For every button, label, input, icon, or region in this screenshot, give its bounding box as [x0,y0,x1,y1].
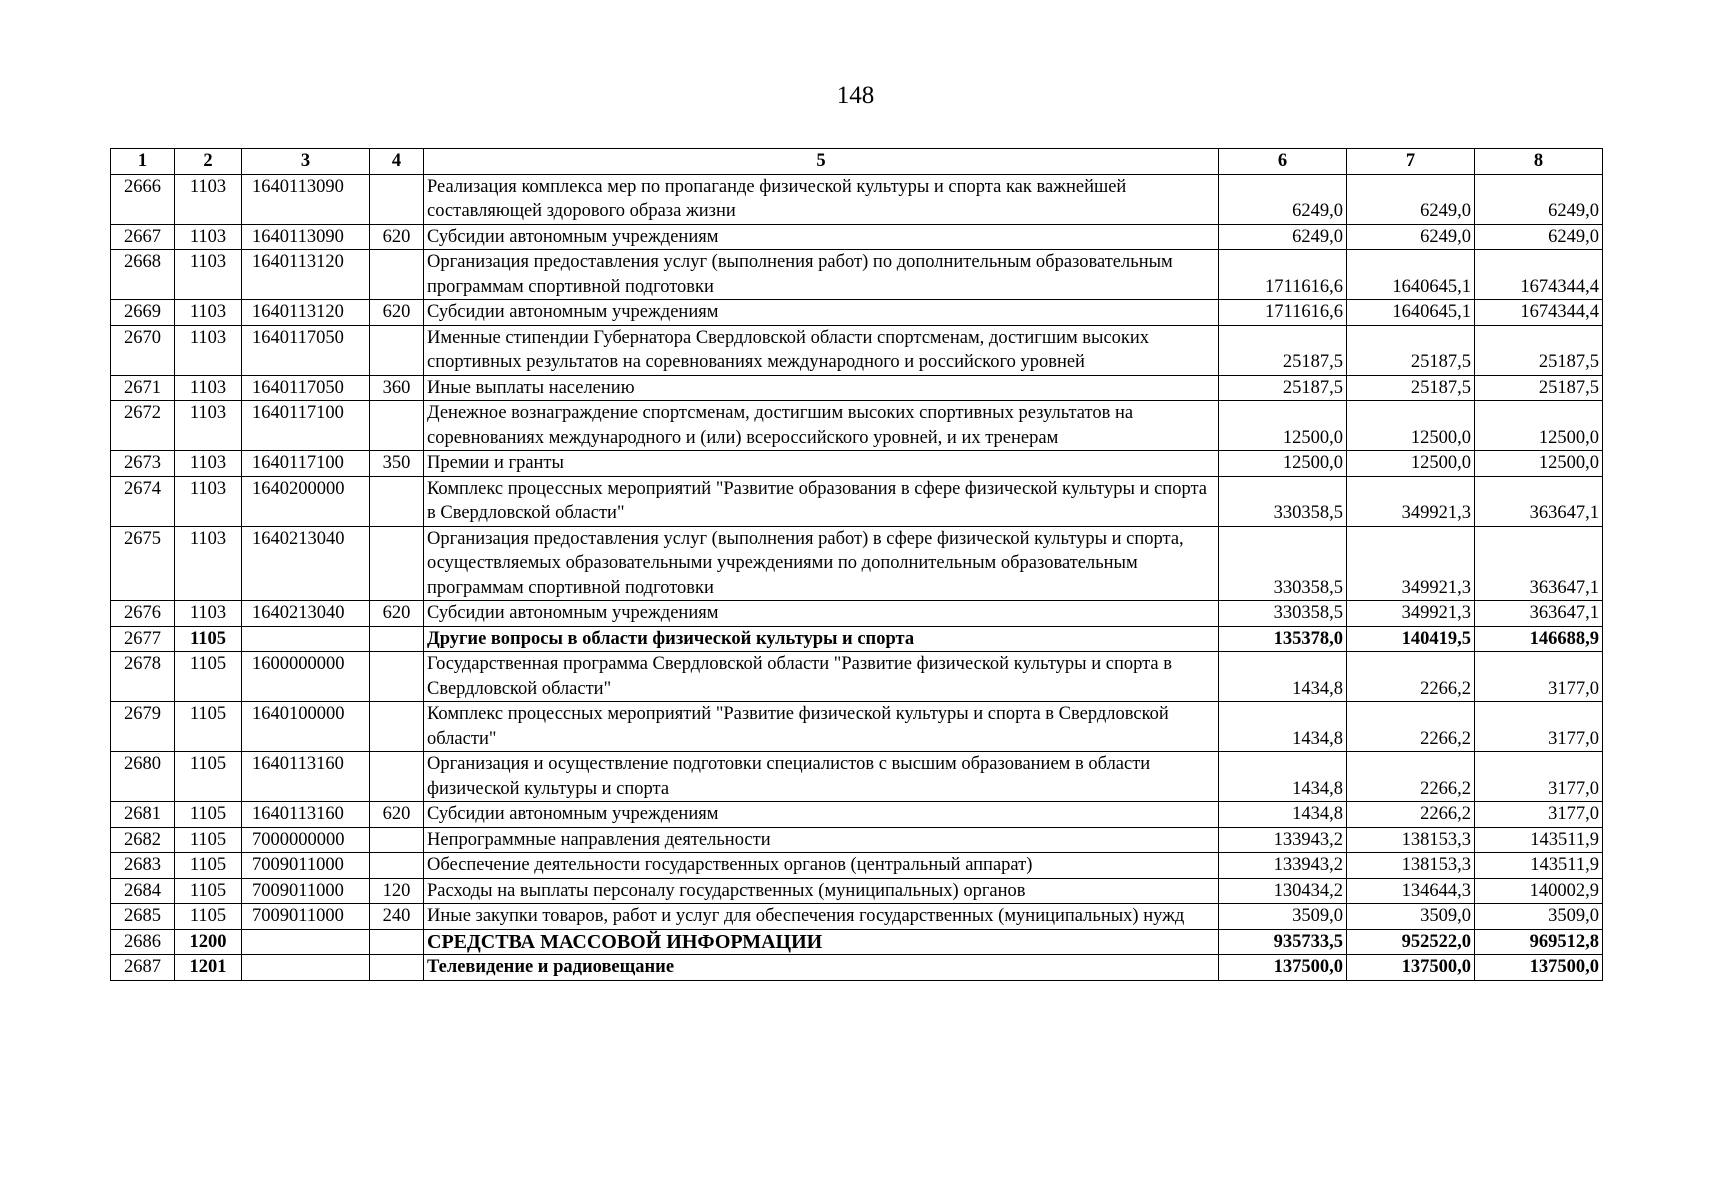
amount-year-2: 12500,0 [1347,451,1475,477]
expense-type-code [370,250,424,300]
target-article-code [242,955,370,981]
target-article-code: 1640117050 [242,325,370,375]
item-name: Иные закупки товаров, работ и услуг для обеспечения государственных (муниципальных) нужд [424,904,1219,930]
amount-year-1: 1711616,6 [1219,250,1347,300]
expense-type-code [370,853,424,879]
row-number: 2682 [111,827,175,853]
amount-year-1: 25187,5 [1219,375,1347,401]
table-row [111,955,1603,981]
table-body [111,174,1603,980]
amount-year-2: 349921,3 [1347,601,1475,627]
section-code: 1103 [175,451,242,477]
amount-year-1: 6249,0 [1219,174,1347,224]
item-name: Реализация комплекса мер по пропаганде физической культуры и спорта как важнейшей составляющей здорового образа жизни [424,174,1219,224]
amount-year-1: 330358,5 [1219,601,1347,627]
header-cell: 1 [111,149,175,175]
amount-year-1: 12500,0 [1219,451,1347,477]
section-code: 1105 [175,904,242,930]
section-code: 1103 [175,300,242,326]
row-number: 2669 [111,300,175,326]
table-row [111,652,1603,702]
amount-year-3: 3509,0 [1475,904,1603,930]
amount-year-1: 1434,8 [1219,752,1347,802]
amount-year-2: 2266,2 [1347,702,1475,752]
table-row [111,752,1603,802]
target-article-code: 1640113120 [242,250,370,300]
target-article-code: 1640113160 [242,752,370,802]
row-number: 2678 [111,652,175,702]
section-code: 1200 [175,929,242,955]
amount-year-3: 363647,1 [1475,476,1603,526]
section-code: 1103 [175,601,242,627]
amount-year-1: 1434,8 [1219,802,1347,828]
expense-type-code: 620 [370,802,424,828]
table-row [111,224,1603,250]
table-row [111,827,1603,853]
row-number: 2679 [111,702,175,752]
section-code: 1103 [175,375,242,401]
row-number: 2680 [111,752,175,802]
amount-year-2: 1640645,1 [1347,250,1475,300]
header-cell: 2 [175,149,242,175]
amount-year-3: 3177,0 [1475,802,1603,828]
row-number: 2668 [111,250,175,300]
amount-year-2: 25187,5 [1347,325,1475,375]
amount-year-2: 134644,3 [1347,878,1475,904]
amount-year-2: 2266,2 [1347,752,1475,802]
page-number: 148 [836,82,875,109]
table-row [111,250,1603,300]
item-name: Обеспечение деятельности государственных органов (центральный аппарат) [424,853,1219,879]
header-cell: 4 [370,149,424,175]
item-name: Расходы на выплаты персоналу государственных (муниципальных) органов [424,878,1219,904]
expense-type-code: 620 [370,300,424,326]
table-row [111,853,1603,879]
section-code: 1201 [175,955,242,981]
item-name: Субсидии автономным учреждениям [424,802,1219,828]
target-article-code: 7009011000 [242,904,370,930]
expense-type-code: 360 [370,375,424,401]
item-name: Именные стипендии Губернатора Свердловской области спортсменам, достигшим высоких спортивных результатов на соревнованиях международного и российского уровней [424,325,1219,375]
expense-type-code: 350 [370,451,424,477]
item-name: Субсидии автономным учреждениям [424,601,1219,627]
section-code: 1105 [175,702,242,752]
expense-type-code [370,526,424,601]
amount-year-3: 140002,9 [1475,878,1603,904]
expense-type-code: 620 [370,601,424,627]
row-number: 2674 [111,476,175,526]
amount-year-1: 135378,0 [1219,626,1347,652]
row-number: 2666 [111,174,175,224]
budget-table [110,148,1603,981]
amount-year-1: 137500,0 [1219,955,1347,981]
item-name: Денежное вознаграждение спортсменам, достигшим высоких спортивных результатов на соревнованиях международного и (или) всероссийского уровней, и их тренерам [424,401,1219,451]
expense-type-code [370,702,424,752]
section-code: 1105 [175,802,242,828]
target-article-code: 1640113160 [242,802,370,828]
section-code: 1105 [175,752,242,802]
amount-year-3: 3177,0 [1475,702,1603,752]
amount-year-1: 12500,0 [1219,401,1347,451]
amount-year-1: 6249,0 [1219,224,1347,250]
target-article-code: 1640100000 [242,702,370,752]
amount-year-3: 12500,0 [1475,401,1603,451]
row-number: 2686 [111,929,175,955]
target-article-code: 1600000000 [242,652,370,702]
amount-year-3: 146688,9 [1475,626,1603,652]
expense-type-code [370,626,424,652]
expense-type-code: 620 [370,224,424,250]
section-code: 1103 [175,174,242,224]
row-number: 2671 [111,375,175,401]
table-row [111,451,1603,477]
item-name: Телевидение и радиовещание [424,955,1219,981]
table-row [111,300,1603,326]
amount-year-3: 143511,9 [1475,827,1603,853]
section-code: 1103 [175,250,242,300]
section-code: 1105 [175,827,242,853]
amount-year-2: 138153,3 [1347,853,1475,879]
amount-year-3: 6249,0 [1475,224,1603,250]
amount-year-3: 363647,1 [1475,601,1603,627]
amount-year-1: 25187,5 [1219,325,1347,375]
amount-year-2: 6249,0 [1347,224,1475,250]
target-article-code [242,626,370,652]
amount-year-3: 1674344,4 [1475,300,1603,326]
amount-year-1: 3509,0 [1219,904,1347,930]
amount-year-2: 6249,0 [1347,174,1475,224]
expense-type-code [370,929,424,955]
section-code: 1103 [175,526,242,601]
amount-year-3: 143511,9 [1475,853,1603,879]
amount-year-1: 935733,5 [1219,929,1347,955]
amount-year-3: 1674344,4 [1475,250,1603,300]
table-row [111,325,1603,375]
amount-year-2: 25187,5 [1347,375,1475,401]
item-name: Комплекс процессных мероприятий "Развитие физической культуры и спорта в Свердловской области" [424,702,1219,752]
item-name: Другие вопросы в области физической культуры и спорта [424,626,1219,652]
table-row [111,929,1603,955]
amount-year-1: 130434,2 [1219,878,1347,904]
header-cell: 3 [242,149,370,175]
target-article-code: 7009011000 [242,853,370,879]
table-row [111,802,1603,828]
target-article-code: 1640113090 [242,174,370,224]
section-code: 1105 [175,878,242,904]
amount-year-1: 1711616,6 [1219,300,1347,326]
expense-type-code [370,752,424,802]
row-number: 2687 [111,955,175,981]
amount-year-1: 330358,5 [1219,526,1347,601]
target-article-code: 7009011000 [242,878,370,904]
row-number: 2683 [111,853,175,879]
table-row [111,375,1603,401]
header-cell: 5 [424,149,1219,175]
table-row [111,904,1603,930]
amount-year-2: 2266,2 [1347,652,1475,702]
table-row [111,476,1603,526]
amount-year-2: 1640645,1 [1347,300,1475,326]
header-cell: 7 [1347,149,1475,175]
table-row [111,174,1603,224]
amount-year-1: 133943,2 [1219,827,1347,853]
amount-year-3: 969512,8 [1475,929,1603,955]
table-row [111,878,1603,904]
amount-year-2: 2266,2 [1347,802,1475,828]
item-name: Иные выплаты населению [424,375,1219,401]
item-name: Премии и гранты [424,451,1219,477]
amount-year-3: 363647,1 [1475,526,1603,601]
item-name: СРЕДСТВА МАССОВОЙ ИНФОРМАЦИИ [424,929,1219,955]
target-article-code: 1640113090 [242,224,370,250]
expense-type-code [370,174,424,224]
row-number: 2677 [111,626,175,652]
header-cell: 6 [1219,149,1347,175]
amount-year-2: 137500,0 [1347,955,1475,981]
target-article-code: 1640117100 [242,451,370,477]
target-article-code: 7000000000 [242,827,370,853]
amount-year-3: 25187,5 [1475,325,1603,375]
amount-year-3: 3177,0 [1475,652,1603,702]
target-article-code [242,929,370,955]
header-row [111,149,1603,175]
target-article-code: 1640213040 [242,526,370,601]
target-article-code: 1640117050 [242,375,370,401]
item-name: Организация и осуществление подготовки специалистов с высшим образованием в области физической культуры и спорта [424,752,1219,802]
amount-year-3: 6249,0 [1475,174,1603,224]
item-name: Непрограммные направления деятельности [424,827,1219,853]
expense-type-code [370,325,424,375]
row-number: 2681 [111,802,175,828]
amount-year-1: 330358,5 [1219,476,1347,526]
amount-year-2: 952522,0 [1347,929,1475,955]
row-number: 2676 [111,601,175,627]
amount-year-1: 1434,8 [1219,652,1347,702]
amount-year-2: 138153,3 [1347,827,1475,853]
item-name: Комплекс процессных мероприятий "Развитие образования в сфере физической культуры и спорта в Свердловской области" [424,476,1219,526]
amount-year-3: 3177,0 [1475,752,1603,802]
target-article-code: 1640113120 [242,300,370,326]
item-name: Организация предоставления услуг (выполнения работ) в сфере физической культуры и спорта, осуществляемых образовательными учреждениями по дополнительным образовательным программам спортивной подготовки [424,526,1219,601]
section-code: 1105 [175,626,242,652]
amount-year-2: 349921,3 [1347,476,1475,526]
table-row [111,626,1603,652]
header-cell: 8 [1475,149,1603,175]
item-name: Субсидии автономным учреждениям [424,300,1219,326]
item-name: Организация предоставления услуг (выполнения работ) по дополнительным образовательным программам спортивной подготовки [424,250,1219,300]
amount-year-2: 349921,3 [1347,526,1475,601]
item-name: Субсидии автономным учреждениям [424,224,1219,250]
section-code: 1103 [175,224,242,250]
amount-year-1: 133943,2 [1219,853,1347,879]
table-row [111,526,1603,601]
target-article-code: 1640117100 [242,401,370,451]
expense-type-code: 120 [370,878,424,904]
target-article-code: 1640213040 [242,601,370,627]
item-name: Государственная программа Свердловской области "Развитие физической культуры и спорта в Свердловской области" [424,652,1219,702]
row-number: 2670 [111,325,175,375]
amount-year-2: 140419,5 [1347,626,1475,652]
amount-year-2: 3509,0 [1347,904,1475,930]
row-number: 2667 [111,224,175,250]
row-number: 2672 [111,401,175,451]
amount-year-3: 137500,0 [1475,955,1603,981]
row-number: 2675 [111,526,175,601]
expense-type-code [370,955,424,981]
section-code: 1103 [175,325,242,375]
amount-year-3: 12500,0 [1475,451,1603,477]
target-article-code: 1640200000 [242,476,370,526]
expense-type-code [370,652,424,702]
amount-year-3: 25187,5 [1475,375,1603,401]
section-code: 1105 [175,652,242,702]
expense-type-code: 240 [370,904,424,930]
expense-type-code [370,401,424,451]
table-row [111,702,1603,752]
section-code: 1103 [175,401,242,451]
row-number: 2673 [111,451,175,477]
section-code: 1103 [175,476,242,526]
amount-year-2: 12500,0 [1347,401,1475,451]
expense-type-code [370,827,424,853]
table-row [111,601,1603,627]
amount-year-1: 1434,8 [1219,702,1347,752]
expense-type-code [370,476,424,526]
row-number: 2684 [111,878,175,904]
row-number: 2685 [111,904,175,930]
section-code: 1105 [175,853,242,879]
table-row [111,401,1603,451]
